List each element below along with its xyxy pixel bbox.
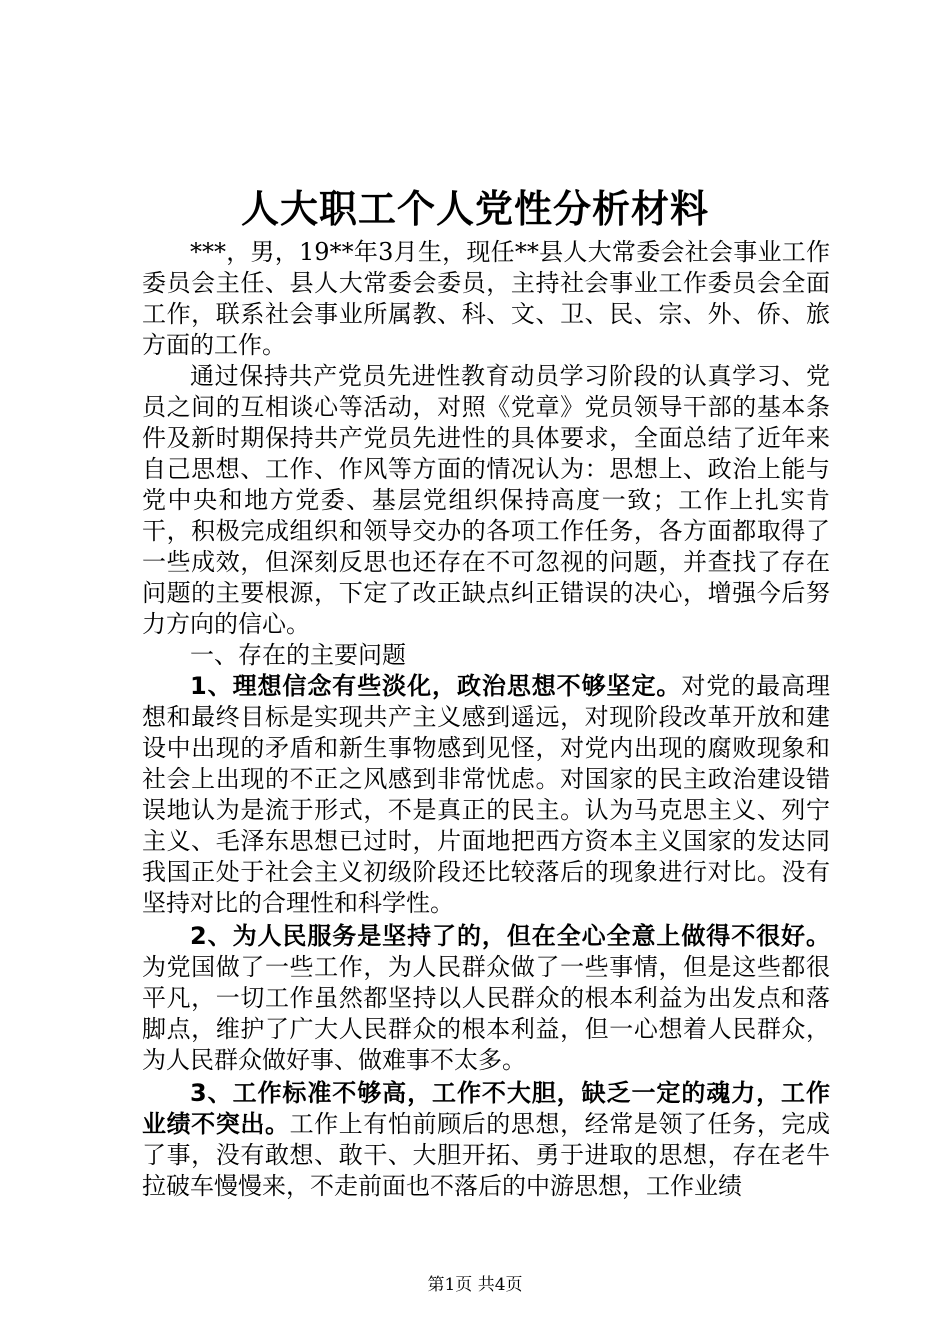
section-heading: 一、存在的主要问题 [190,641,406,669]
issue-lead: 2、为人民服务是坚持了的，但在全心全意上做得不很好。 [190,922,830,950]
document-body [142,237,830,1202]
issue-lead: 1、理想信念有些淡化，政治思想不够坚定。 [190,672,682,700]
issue-text: 为党国做了一些工作，为人民群众做了一些事情，但是这些都很平凡，一切工作虽然都坚持以人民群众的根本利益为出发点和落脚点，维护了广大人民群众的根本利益，但一心想着人民群众，为人民群众做好事、做难事不太多。 [142,953,830,1074]
issue-lead: 3、工作标准不够高，工作不大胆，缺乏一定的魂力，工作业绩不突出。 [142,1079,830,1138]
issue-paragraph-3 [142,1078,830,1202]
issue-paragraph-2 [142,921,830,1076]
paragraph-text: 通过保持共产党员先进性教育动员学习阶段的认真学习、党员之间的互相谈心等活动，对照《党章》党员领导干部的基本条件及新时期保持共产党员先进性的具体要求，全面总结了近年来自己思想、工作、作风等方面的情况认为：思想上、政治上能与党中央和地方党委、基层党组织保持高度一致；工作上扎实肯干，积极完成组织和领导交办的各项工作任务，各方面都取得了一些成效，但深刻反思也还存在不可忽视的问题，并查找了存在问题的主要根源，下定了改正缺点纠正错误的决心，增强今后努力方向的信心。 [142,362,830,638]
issue-text: 工作上有怕前顾后的思想，经常是领了任务，完成了事，没有敢想、敢干、大胆开拓、勇于进取的思想，存在老牛拉破车慢慢来，不走前面也不落后的中游思想，工作业绩 [142,1110,831,1200]
paragraph-text: ***，男，19**年3月生，现任**县人大常委会社会事业工作委员会主任、县人大常委会委员，主持社会事业工作委员会全面工作，联系社会事业所属教、科、文、卫、民、宗、外、侨、旅方面的工作。 [142,238,830,359]
paragraph-intro [142,237,830,361]
page-footer: 第1页 共4页 [427,1275,523,1295]
document-title: 人大职工个人党性分析材料 [240,186,709,231]
paragraph-summary [142,361,830,640]
issue-paragraph-1 [142,671,830,919]
issue-text: 对党的最高理想和最终目标是实现共产主义感到遥远，对现阶段改革开放和建设中出现的矛盾和新生事物感到见怪，对党内出现的腐败现象和社会上出现的不正之风感到非常忧虑。对国家的民主政治建设错误地认为是流于形式，不是真正的民主。认为马克思主义、列宁主义、毛泽东思想已过时，片面地把西方资本主义国家的发达同我国正处于社会主义初级阶段还比较落后的现象进行对比。没有坚持对比的合理性和科学性。 [142,672,831,917]
